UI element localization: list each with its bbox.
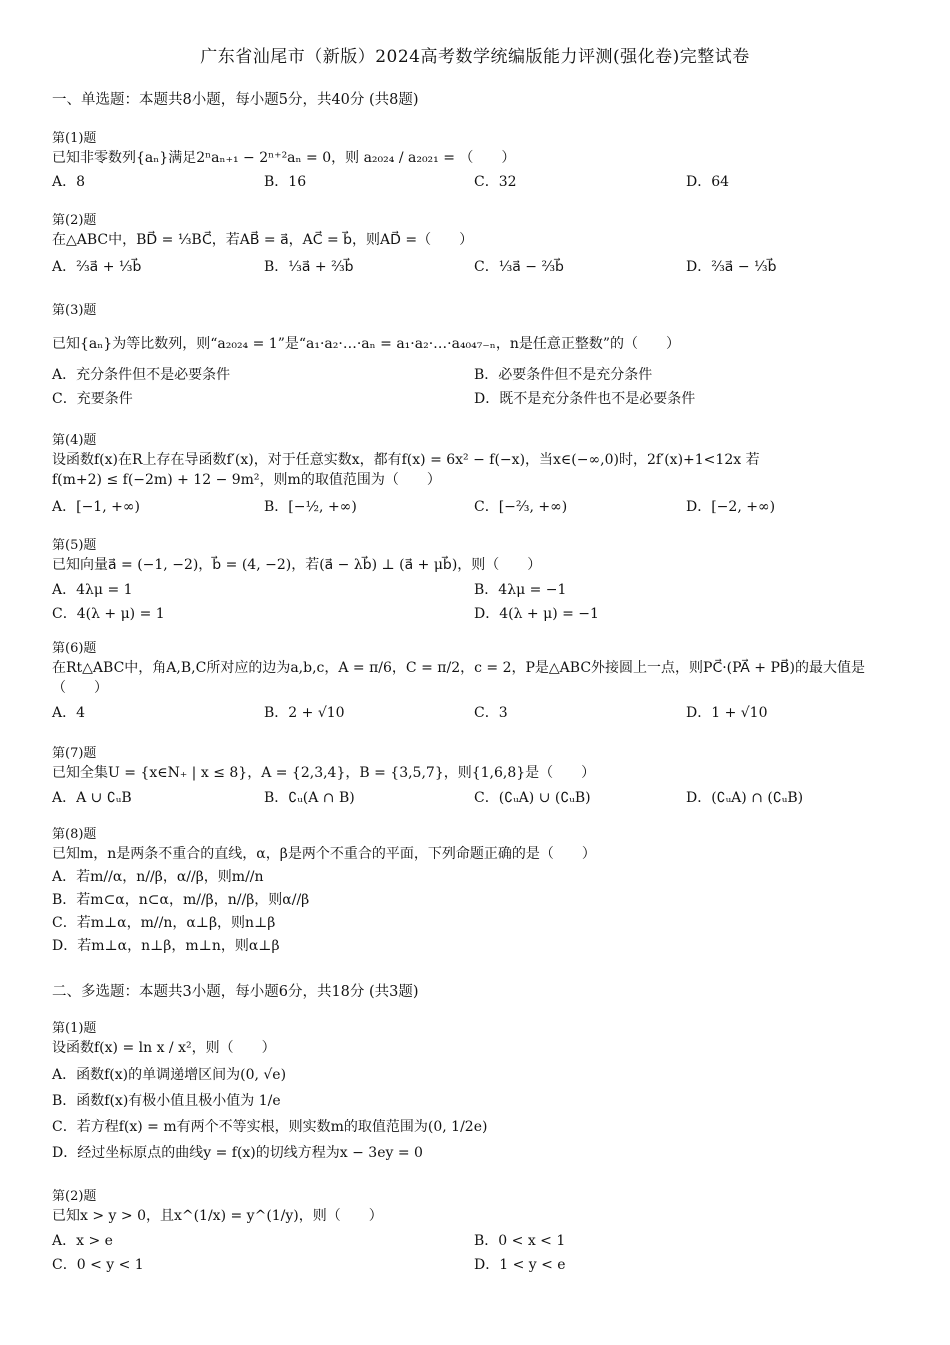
option-c[interactable]: C．32 (474, 174, 517, 190)
option-d[interactable]: D．若m⊥α，n⊥β，m⊥n，则α⊥β (52, 938, 280, 954)
question-number: 第(1)题 (52, 1021, 97, 1036)
option-a[interactable]: A．⅔a⃗ + ⅓b⃗ (52, 259, 142, 275)
option-c[interactable]: C．3 (474, 705, 508, 721)
options-row (52, 787, 902, 811)
options-row (52, 256, 902, 280)
question-8 (52, 826, 902, 958)
question-number: 第(2)题 (52, 213, 97, 228)
option-d[interactable]: D．⅔a⃗ − ⅓b⃗ (686, 259, 777, 275)
option-d[interactable]: D．64 (686, 174, 730, 190)
option-b[interactable]: B．[−½, +∞) (264, 499, 357, 515)
option-a[interactable]: A．4λμ = 1 (52, 582, 133, 598)
question-number: 第(4)题 (52, 433, 97, 448)
option-b[interactable]: B．∁ᵤ(A ∩ B) (264, 790, 355, 806)
question-5 (52, 537, 902, 627)
options-row (52, 1230, 902, 1254)
option-c[interactable]: C．4(λ + μ) = 1 (52, 606, 165, 622)
question-stem: 设函数f(x)在R上存在导函数f′(x)，对于任意实数x，都有f(x) = 6x² − f(−x)，当x∈(−∞,0)时，2f′(x)+1<12x 若 (52, 452, 760, 468)
option-a[interactable]: A．x > e (52, 1233, 113, 1249)
question-7 (52, 745, 902, 811)
question-number: 第(6)题 (52, 641, 97, 656)
options-row (52, 579, 902, 603)
question-4 (52, 432, 902, 520)
option-b[interactable]: B．若m⊂α，n⊂α，m//β，n//β，则α//β (52, 892, 310, 908)
option-c[interactable]: C．⅓a⃗ − ⅔b⃗ (474, 259, 564, 275)
question-number: 第(8)题 (52, 827, 97, 842)
option-a[interactable]: A．8 (52, 174, 86, 190)
options-row (52, 171, 902, 195)
options-row (52, 496, 902, 520)
question-stem: 已知x > y > 0，且x^(1/x) = y^(1/y)，则（ ） (52, 1208, 383, 1224)
option-b[interactable]: B．0 < x < 1 (474, 1233, 566, 1249)
option-a[interactable]: A．若m//α，n//β，α//β，则m//n (52, 869, 264, 885)
option-d[interactable]: D．1 < y < e (474, 1257, 566, 1273)
question-stem: 在Rt△ABC中，角A,B,C所对应的边为a,b,c，A = π/6，C = π/2，c = 2，P是△ABC外接圆上一点，则PC⃗·(PA⃗ + PB⃗)的最大值是 (52, 660, 865, 676)
options-row (52, 702, 902, 726)
question-number: 第(2)题 (52, 1189, 97, 1204)
options-row (52, 388, 902, 412)
question-6 (52, 640, 902, 726)
question-number: 第(1)题 (52, 131, 97, 146)
question-2 (52, 212, 902, 280)
option-b[interactable]: B．⅓a⃗ + ⅔b⃗ (264, 259, 354, 275)
option-d[interactable]: D．经过坐标原点的曲线y = f(x)的切线方程为x − 3ey = 0 (52, 1145, 423, 1161)
option-b[interactable]: B．4λμ = −1 (474, 582, 567, 598)
option-d[interactable]: D．既不是充分条件也不是必要条件 (474, 391, 696, 407)
options-row (52, 364, 902, 388)
question-number: 第(5)题 (52, 538, 97, 553)
section-header-single-choice: 一、单选题：本题共8小题，每小题5分，共40分 (共8题) (52, 92, 419, 108)
question-stem: 已知向量a⃗ = (−1, −2)，b⃗ = (4, −2)，若(a⃗ − λb⃗) ⊥ (a⃗ + μb⃗)，则（ ） (52, 557, 542, 573)
option-a[interactable]: A．充分条件但不是必要条件 (52, 367, 231, 383)
question-stem: 已知{aₙ}为等比数列，则“a₂₀₂₄ = 1”是“a₁·a₂·…·aₙ = a₁·a₂·…·a₄₀₄₇₋ₙ，n是任意正整数”的（ ） (52, 336, 681, 352)
question-stem: 已知全集U = {x∈N₊ | x ≤ 8}，A = {2,3,4}，B = {3,5,7}，则{1,6,8}是（ ） (52, 765, 596, 781)
page-title: 广东省汕尾市（新版）2024高考数学统编版能力评测(强化卷)完整试卷 (200, 47, 750, 67)
option-d[interactable]: D．4(λ + μ) = −1 (474, 606, 599, 622)
option-a[interactable]: A．A ∪ ∁ᵤB (52, 790, 132, 806)
option-d[interactable]: D．[−2, +∞) (686, 499, 776, 515)
option-c[interactable]: C．若m⊥α，m//n，α⊥β，则n⊥β (52, 915, 276, 931)
section-header-multiple-choice: 二、多选题：本题共3小题，每小题6分，共18分 (共3题) (52, 984, 419, 1000)
options-row (52, 1254, 902, 1278)
option-c[interactable]: C．若方程f(x) = m有两个不等实根，则实数m的取值范围为(0, 1/2e) (52, 1119, 488, 1135)
option-d[interactable]: D．1 + √10 (686, 705, 768, 721)
option-d[interactable]: D．(∁ᵤA) ∩ (∁ᵤB) (686, 790, 804, 806)
question-stem-continued: （ ） (52, 680, 108, 696)
option-b[interactable]: B．16 (264, 174, 307, 190)
question-number: 第(7)题 (52, 746, 97, 761)
question-stem: 在△ABC中，BD⃗ = ⅓BC⃗，若AB⃗ = a⃗，AC⃗ = b⃗，则AD⃗ =（ ） (52, 232, 474, 248)
option-c[interactable]: C．充要条件 (52, 391, 133, 407)
option-c[interactable]: C．0 < y < 1 (52, 1257, 144, 1273)
options-row (52, 603, 902, 627)
option-c[interactable]: C．(∁ᵤA) ∪ (∁ᵤB) (474, 790, 591, 806)
question-stem: 已知非零数列{aₙ}满足2ⁿaₙ₊₁ − 2ⁿ⁺²aₙ = 0，则 a₂₀₂₄ / a₂₀₂₁ = （ ） (52, 150, 516, 166)
question-stem: 设函数f(x) = ln x / x²，则（ ） (52, 1040, 276, 1056)
option-b[interactable]: B．函数f(x)有极小值且极小值为 1/e (52, 1093, 281, 1109)
option-b[interactable]: B．2 + √10 (264, 705, 345, 721)
question-3 (52, 302, 902, 412)
option-b[interactable]: B．必要条件但不是充分条件 (474, 367, 653, 383)
question-1 (52, 130, 902, 195)
question-stem: 已知m，n是两条不重合的直线，α，β是两个不重合的平面，下列命题正确的是（ ） (52, 846, 596, 862)
option-a[interactable]: A．函数f(x)的单调递增区间为(0, √e) (52, 1067, 287, 1083)
question-multi-1 (52, 1020, 902, 1166)
question-stem-continued: f(m+2) ≤ f(−2m) + 12 − 9m²，则m的取值范围为（ ） (52, 472, 441, 488)
option-a[interactable]: A．[−1, +∞) (52, 499, 140, 515)
option-a[interactable]: A．4 (52, 705, 86, 721)
question-multi-2 (52, 1188, 902, 1278)
option-c[interactable]: C．[−⅔, +∞) (474, 499, 568, 515)
question-number: 第(3)题 (52, 303, 97, 318)
